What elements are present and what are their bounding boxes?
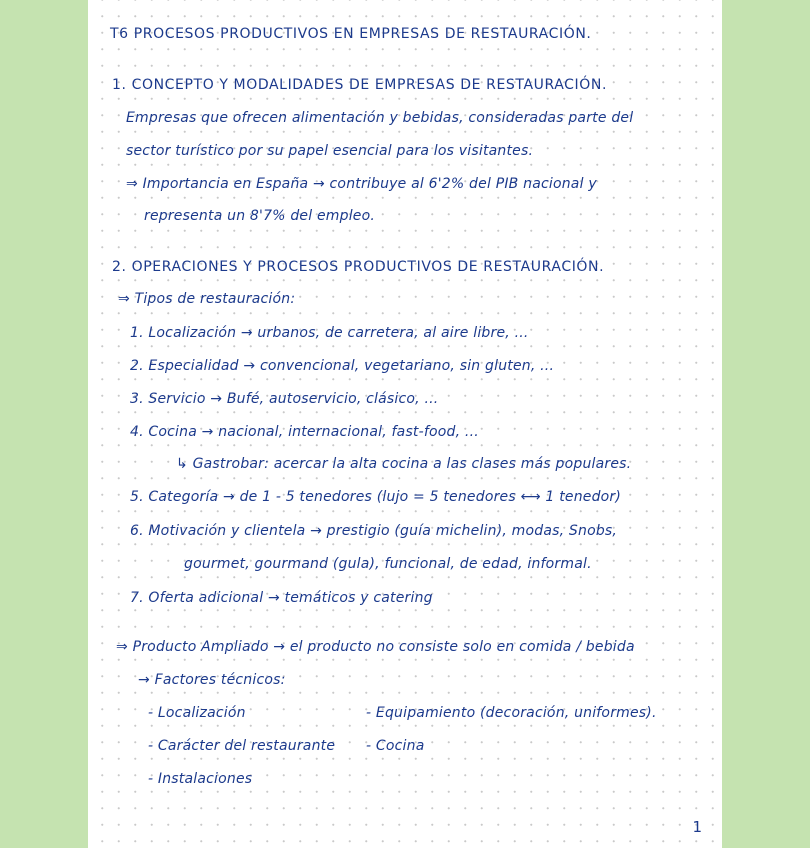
- list-item: 3. Servicio → Bufé, autoservicio, clásico, ...: [130, 391, 439, 407]
- list-item: 6. Motivación y clientela → prestigio (guía michelin), modas, Snobs,: [130, 523, 618, 539]
- list-item-continuation: gourmet, gourmand (gula), funcional, de edad, informal.: [184, 556, 592, 572]
- factor-item: - Carácter del restaurante: [148, 738, 336, 754]
- factors-heading: → Factores técnicos:: [138, 672, 286, 688]
- section-1-line: representa un 8'7% del empleo.: [144, 208, 376, 224]
- list-item: 7. Oferta adicional → temáticos y catering: [130, 590, 433, 606]
- section-1-heading: 1. CONCEPTO Y MODALIDADES DE EMPRESAS DE RESTAURACIÓN.: [112, 77, 608, 93]
- factor-item: - Instalaciones: [148, 771, 253, 787]
- page-number: 1: [692, 818, 702, 836]
- list-item: 4. Cocina → nacional, internacional, fast-food, ...: [130, 424, 479, 440]
- extended-product-line: ⇒ Producto Ampliado → el producto no consiste solo en comida / bebida: [116, 639, 635, 655]
- section-1-line: ⇒ Importancia en España → contribuye al 6'2% del PIB nacional y: [126, 176, 597, 192]
- section-2-heading: 2. OPERACIONES Y PROCESOS PRODUCTIVOS DE RESTAURACIÓN.: [112, 259, 605, 275]
- factor-item: - Localización: [148, 705, 246, 721]
- section-1-line: Empresas que ofrecen alimentación y bebidas, consideradas parte del: [126, 110, 634, 126]
- list-item: 2. Especialidad → convencional, vegetariano, sin gluten, ...: [130, 358, 555, 374]
- notebook-page: [88, 0, 722, 848]
- page-title: T6 PROCESOS PRODUCTIVOS EN EMPRESAS DE RESTAURACIÓN.: [110, 26, 592, 42]
- list-item: 1. Localización → urbanos, de carretera, al aire libre, ...: [130, 325, 529, 341]
- factor-item: - Equipamiento (decoración, uniformes).: [366, 705, 657, 721]
- list-subitem: ↳ Gastrobar: acercar la alta cocina a las clases más populares.: [176, 456, 632, 472]
- list-item: 5. Categoría → de 1 - 5 tenedores (lujo = 5 tenedores ⟷ 1 tenedor): [130, 489, 622, 505]
- factor-item: - Cocina: [366, 738, 425, 754]
- types-heading: ⇒ Tipos de restauración:: [118, 291, 296, 307]
- section-1-line: sector turístico por su papel esencial para los visitantes.: [126, 143, 534, 159]
